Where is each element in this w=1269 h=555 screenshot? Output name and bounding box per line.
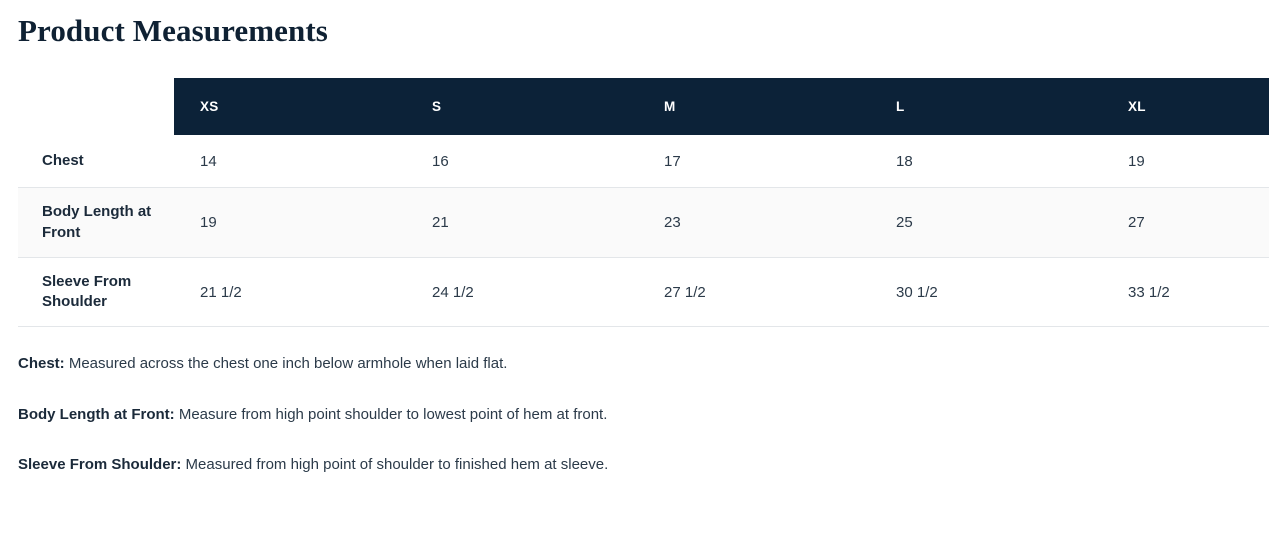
note-term-sleeve: Sleeve From Shoulder: bbox=[18, 456, 182, 474]
cell-body-length-l: 25 bbox=[896, 214, 913, 232]
table-row bbox=[18, 188, 1269, 258]
cell-sleeve-xs: 21 1/2 bbox=[200, 283, 242, 301]
cell-sleeve-l: 30 1/2 bbox=[896, 283, 938, 301]
page-title: Product Measurements bbox=[18, 13, 328, 48]
cell-sleeve-xl: 33 1/2 bbox=[1128, 283, 1170, 301]
column-header-xl: XL bbox=[1102, 78, 1269, 135]
note-text-body-length: Measure from high point shoulder to lowest point of hem at front. bbox=[174, 405, 608, 423]
cell-body-length-xl: 27 bbox=[1128, 214, 1145, 232]
table-row bbox=[18, 135, 1269, 188]
row-label-sleeve-from-shoulder: Sleeve From Shoulder bbox=[42, 272, 132, 311]
table-corner-cell bbox=[18, 78, 174, 135]
note-sleeve bbox=[18, 454, 1251, 477]
column-header-m: M bbox=[638, 78, 870, 135]
note-term-body-length: Body Length at Front: bbox=[18, 405, 175, 423]
cell-chest-xs: 14 bbox=[200, 152, 217, 170]
cell-chest-l: 18 bbox=[896, 152, 913, 170]
table-body bbox=[18, 135, 1269, 327]
cell-body-length-m: 23 bbox=[664, 214, 681, 232]
cell-chest-m: 17 bbox=[664, 152, 681, 170]
table-header-row bbox=[18, 78, 1269, 135]
note-term-chest: Chest: bbox=[18, 355, 65, 373]
column-header-s: S bbox=[406, 78, 638, 135]
cell-sleeve-s: 24 1/2 bbox=[432, 283, 474, 301]
note-chest bbox=[18, 353, 1251, 376]
row-label-chest: Chest bbox=[42, 152, 84, 170]
table-row bbox=[18, 257, 1269, 327]
measurement-notes bbox=[18, 353, 1251, 477]
cell-chest-xl: 19 bbox=[1128, 152, 1145, 170]
column-header-l: L bbox=[870, 78, 1102, 135]
cell-body-length-s: 21 bbox=[432, 214, 449, 232]
note-text-chest: Measured across the chest one inch below armhole when laid flat. bbox=[64, 355, 508, 373]
note-body-length bbox=[18, 404, 1251, 427]
note-text-sleeve: Measured from high point of shoulder to finished hem at sleeve. bbox=[181, 456, 609, 474]
row-label-body-length-at-front: Body Length at Front bbox=[42, 203, 152, 241]
cell-chest-s: 16 bbox=[432, 152, 449, 170]
cell-sleeve-m: 27 1/2 bbox=[664, 283, 706, 301]
column-header-xs: XS bbox=[174, 78, 406, 135]
product-measurements-page bbox=[0, 12, 1269, 555]
table-header bbox=[18, 78, 1269, 135]
cell-body-length-xs: 19 bbox=[200, 214, 217, 232]
measurements-table bbox=[18, 78, 1269, 327]
